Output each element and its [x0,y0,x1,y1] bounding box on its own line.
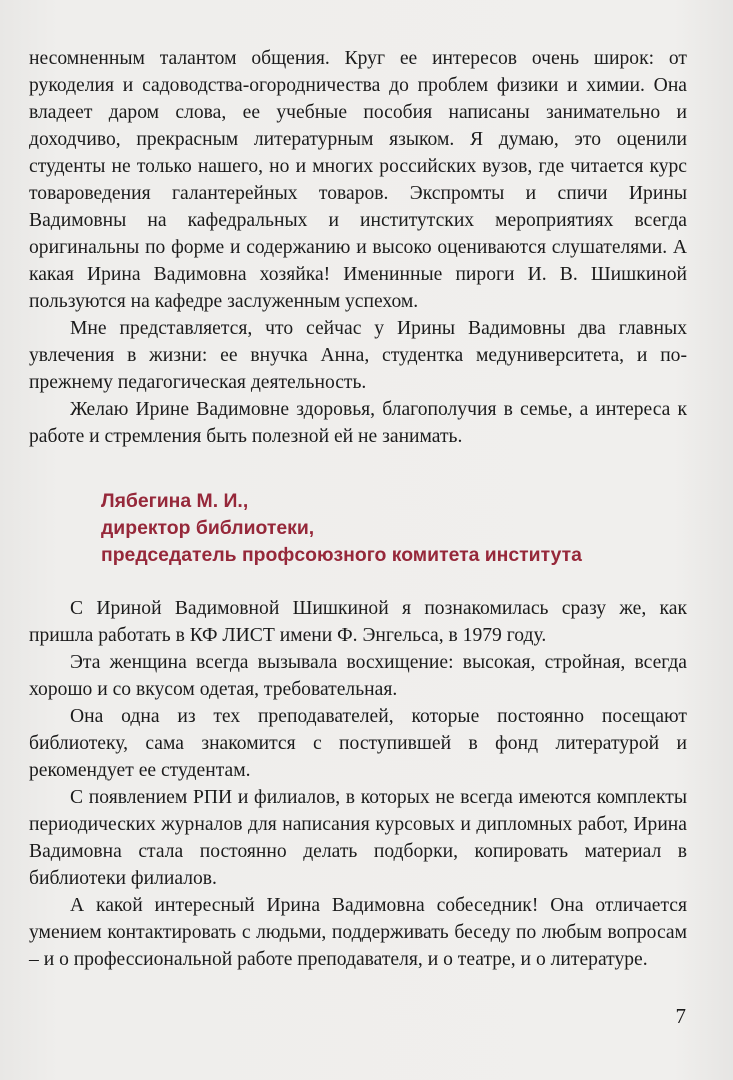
author-position: директор библиотеки, [101,517,315,539]
author-role: председатель профсоюзного комитета института [101,544,582,566]
body-paragraph-3: Желаю Ирине Вадимовне здоровья, благополучия в семье, а интереса к работе и стремления быть полезной ей не занимать. [29,399,687,447]
section-paragraph-5: А какой интересный Ирина Вадимовна собеседник! Она отличается умением контактировать с людьми, поддерживать беседу по любым вопросам – и о профессиональной работе преподавателя, и о театре, и о литературе. [29,895,687,970]
section-paragraph-1: С Ириной Вадимовной Шишкиной я познакомилась сразу же, как пришла работать в КФ ЛИСТ имени Ф. Энгельса, в 1979 году. [29,598,687,646]
author-heading [101,488,687,569]
section-paragraph-4: С появлением РПИ и филиалов, в которых не всегда имеются комплекты периодических журналов для написания курсовых и дипломных работ, Ирина Вадимовна стала постоянно делать подборки, копировать материал в библиотеки филиалов. [29,787,687,889]
author-name: Лябегина М. И., [101,490,249,512]
body-paragraph-1: несомненным талантом общения. Круг ее интересов очень широк: от рукоделия и садоводства-огородничества до проблем физики и химии. Она владеет даром слова, ее учебные пособия написаны занимательно и доходчиво, прекрасным литературным языком. Я думаю, это оценили студенты не только нашего, но и многих российских вузов, где читается курс товароведения галантерейных товаров. Экспромты и спичи Ирины Вадимовны на кафедральных и институтских мероприятиях всегда оригинальны по форме и содержанию и высоко оцениваются слушателями. А какая Ирина Вадимовна хозяйка! Именинные пироги И. В. Шишкиной пользуются на кафедре заслуженным успехом. [29,48,687,312]
section-paragraph-2: Эта женщина всегда вызывала восхищение: высокая, стройная, всегда хорошо и со вкусом одетая, требовательная. [29,652,687,700]
body-paragraph-2: Мне представляется, что сейчас у Ирины Вадимовны два главных увлечения в жизни: ее внучка Анна, студентка медуниверситета, и по-прежнему педагогическая деятельность. [29,318,687,393]
page-content [29,45,687,973]
section-paragraph-3: Она одна из тех преподавателей, которые постоянно посещают библиотеку, сама знакомится с поступившей в фонд литературой и рекомендует ее студентам. [29,706,687,781]
page-number: 7 [675,1004,686,1028]
